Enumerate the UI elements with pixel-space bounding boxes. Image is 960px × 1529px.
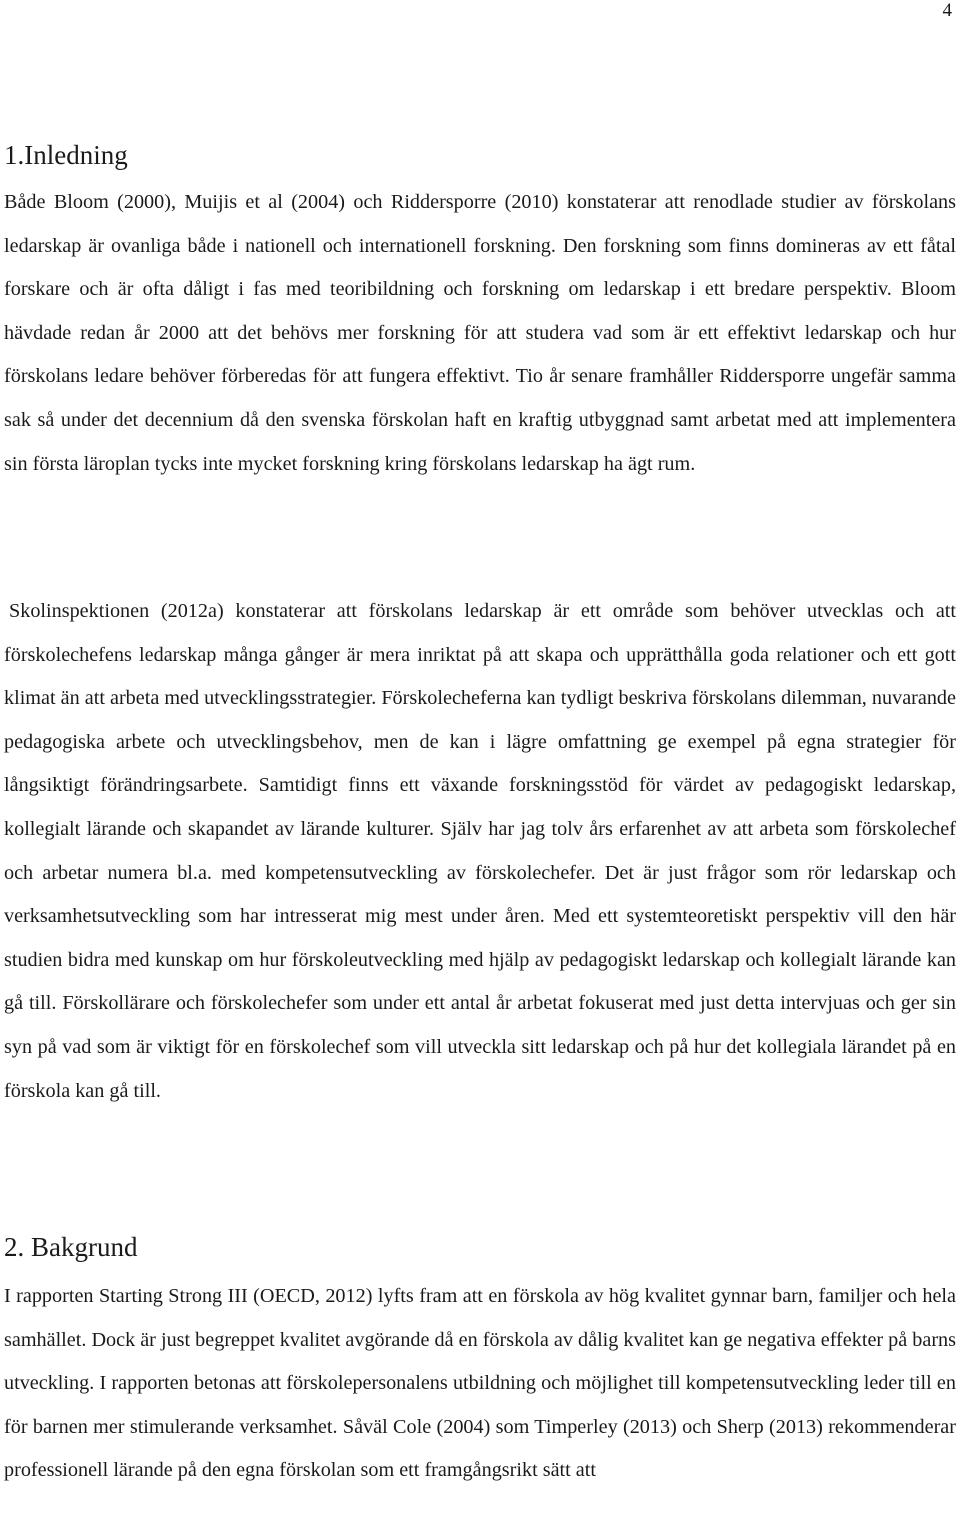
section-heading-inledning: 1.Inledning: [4, 140, 128, 170]
page-number: 4: [942, 0, 952, 21]
section-heading-bakgrund: 2. Bakgrund: [4, 1232, 138, 1262]
paragraph-inledning-2: Skolinspektionen (2012a) konstaterar att förskolans ledarskap är ett område som behöver utvecklas och att förskolechefens ledarskap många gånger är mera inriktat på att skapa och upprätthålla goda relationer och ett gott klimat än att arbeta med utvecklingsstrategier. Förskolecheferna kan tydligt beskriva förskolans dilemman, nuvarande pedagogiska arbete och utvecklingsbehov, men de kan i lägre omfattning ge exempel på egna strategier för långsiktigt förändringsarbete. Samtidigt finns ett växande forskningsstöd för värdet av pedagogiskt ledarskap, kollegialt lärande och skapandet av lärande kulturer. Själv har jag tolv års erfarenhet av att arbeta som förskolechef och arbetar numera bl.a. med kompetensutveckling av förskolechefer. Det är just frågor som rör ledarskap och verksamhetsutveckling som har intresserat mig mest under åren. Med ett systemteoretiskt perspektiv vill den här studien bidra med kunskap om hur förskoleutveckling med hjälp av pedagogiskt ledarskap och kollegialt lärande kan gå till. Förskollärare och förskolechefer som under ett antal år arbetat fokuserat med just detta intervjuas och ger sin syn på vad som är viktigt för en förskolechef som vill utveckla sitt ledarskap och på hur det kollegiala lärandet på en förskola kan gå till.: [4, 600, 956, 1102]
paragraph-inledning-1: Både Bloom (2000), Muijis et al (2004) och Riddersporre (2010) konstaterar att renodlade studier av förskolans ledarskap är ovanliga både i nationell och internationell forskning. Den forskning som finns domineras av ett fåtal forskare och är ofta dåligt i fas med teoribildning och forskning om ledarskap i ett bredare perspektiv. Bloom hävdade redan år 2000 att det behövs mer forskning för att studera vad som är ett effektivt ledarskap och hur förskolans ledare behöver förberedas för att fungera effektivt. Tio år senare framhåller Riddersporre ungefär samma sak så under det decennium då den svenska förskolan haft en kraftig utbyggnad samt arbetat med att implementera sin första läroplan tycks inte mycket forskning kring förskolans ledarskap ha ägt rum.: [4, 191, 956, 475]
paragraph-bakgrund-1: I rapporten Starting Strong III (OECD, 2012) lyfts fram att en förskola av hög kvalitet gynnar barn, familjer och hela samhället. Dock är just begreppet kvalitet avgörande då en förskola av dålig kvalitet kan ge negativa effekter på barns utveckling. I rapporten betonas att förskolepersonalens utbildning och möjlighet till kompetensutveckling leder till en för barnen mer stimulerande verksamhet. Såväl Cole (2004) som Timperley (2013) och Sherp (2013) rekommenderar professionell lärande på den egna förskolan som ett framgångsrikt sätt att: [4, 1285, 956, 1482]
